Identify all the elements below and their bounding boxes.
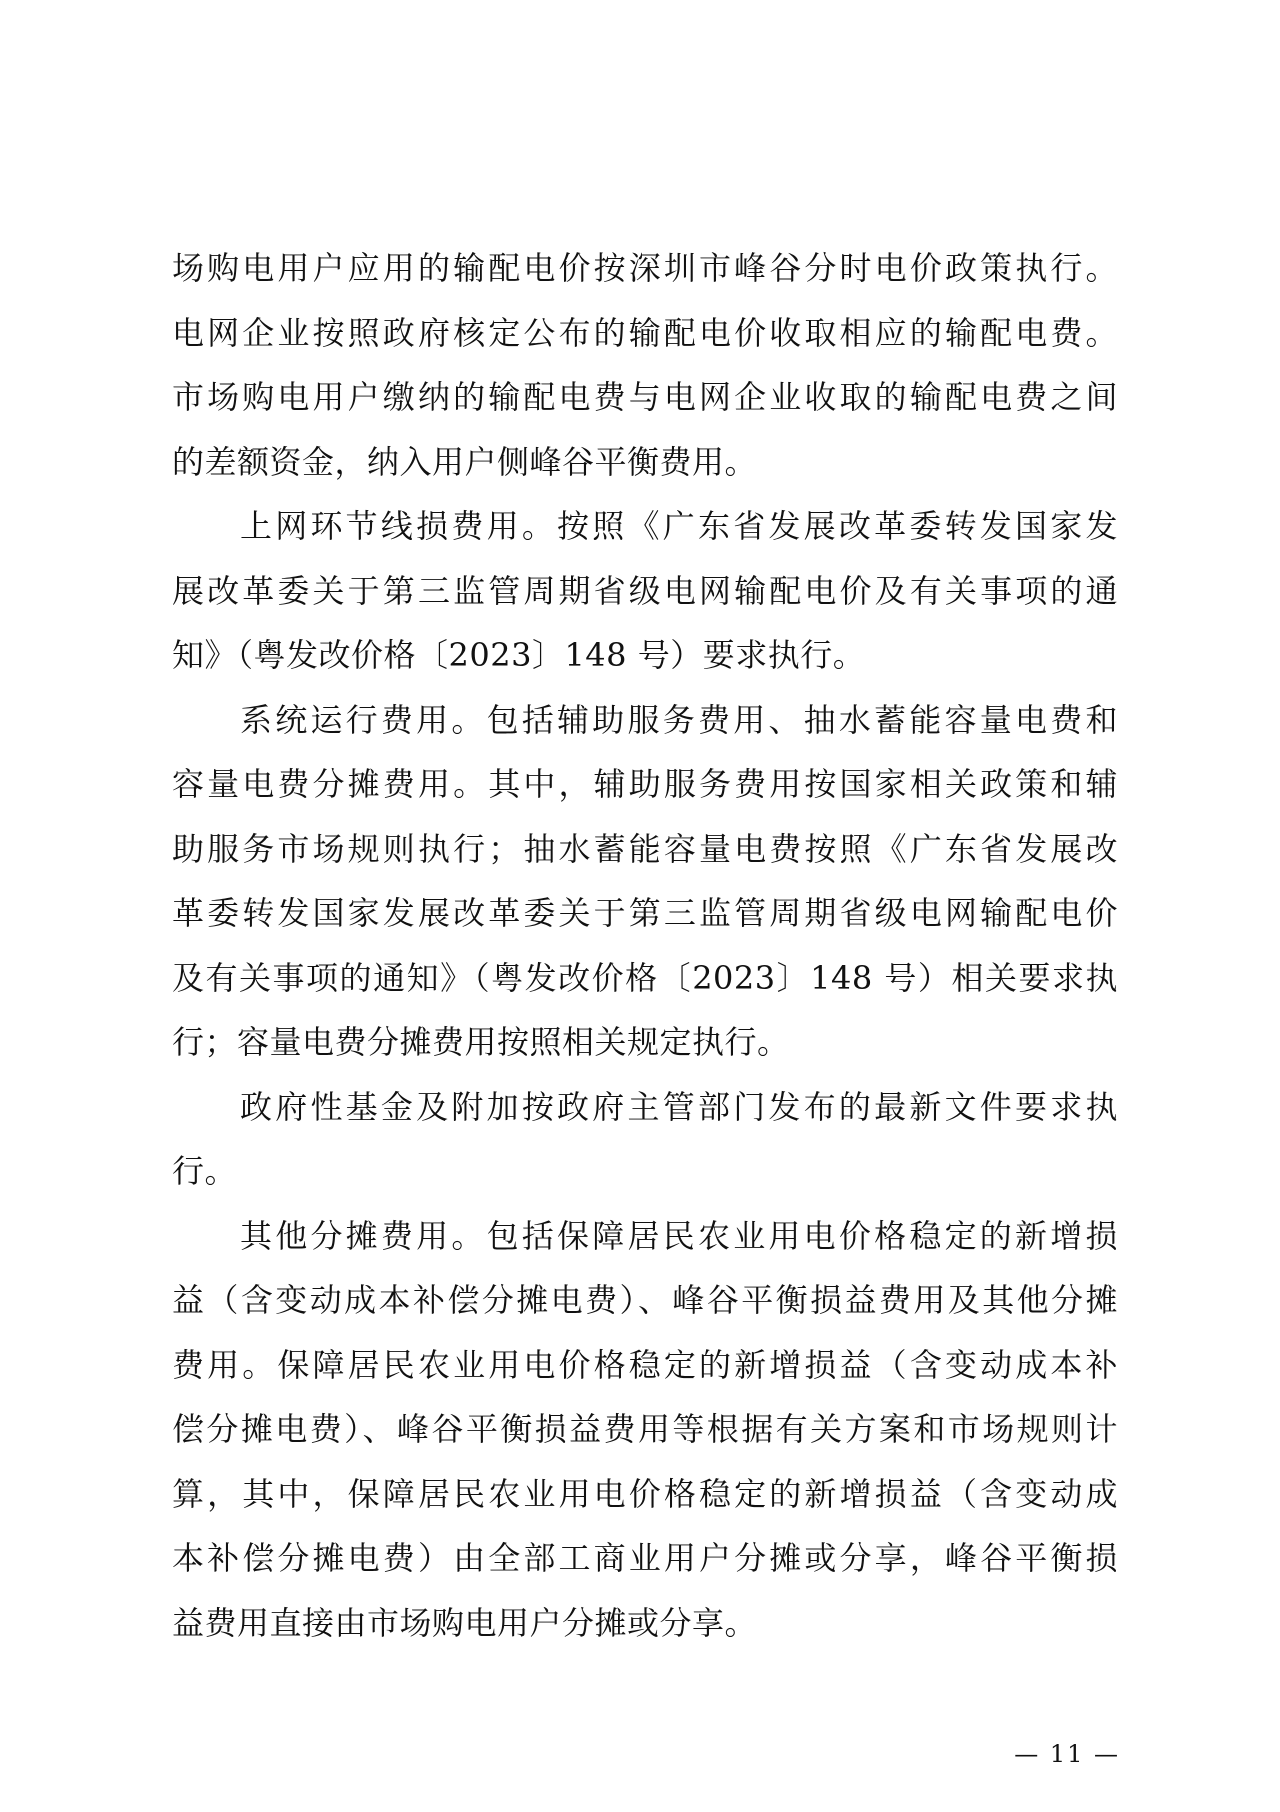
- text-line: 系统运行费用。包括辅助服务费用、抽水蓄能容量电费和: [240, 700, 1118, 739]
- text-line: 电网企业按照政府核定公布的输配电价收取相应的输配电费。: [172, 313, 1118, 352]
- text-line: 费用。保障居民农业用电价格稳定的新增损益（含变动成本补: [172, 1345, 1118, 1384]
- text-line: 偿分摊电费）、峰谷平衡损益费用等根据有关方案和市场规则计: [172, 1410, 1118, 1448]
- text-line: 市场购电用户缴纳的输配电费与电网企业收取的输配电费之间: [172, 378, 1118, 416]
- page-number: — 11 —: [1014, 1740, 1120, 1768]
- text-line: 上网环节线损费用。按照《广东省发展改革委转发国家发: [240, 507, 1118, 545]
- text-line: 其他分摊费用。包括保障居民农业用电价格稳定的新增损: [240, 1216, 1118, 1255]
- text-line: 助服务市场规则执行；抽水蓄能容量电费按照《广东省发展改: [172, 829, 1118, 868]
- text-line: 革委转发国家发展改革委关于第三监管周期省级电网输配电价: [172, 894, 1118, 932]
- text-line: 益费用直接由市场购电用户分摊或分享。: [172, 1603, 758, 1642]
- text-line: 益（含变动成本补偿分摊电费）、峰谷平衡损益费用及其他分摊: [172, 1281, 1118, 1319]
- text-line: 知》（粤发改价格〔2023〕148 号）要求执行。: [172, 636, 866, 674]
- body-text: [172, 236, 1118, 1655]
- text-line: 容量电费分摊费用。其中，辅助服务费用按国家相关政策和辅: [172, 765, 1118, 803]
- text-line: 的差额资金，纳入用户侧峰谷平衡费用。: [172, 442, 758, 481]
- text-line: 本补偿分摊电费）由全部工商业用户分摊或分享，峰谷平衡损: [172, 1539, 1118, 1577]
- text-line: 行。: [172, 1152, 238, 1190]
- text-line: 算，其中，保障居民农业用电价格稳定的新增损益（含变动成: [172, 1474, 1118, 1513]
- text-line: 行；容量电费分摊费用按照相关规定执行。: [172, 1023, 790, 1061]
- text-line: 展改革委关于第三监管周期省级电网输配电价及有关事项的通: [172, 571, 1118, 610]
- text-line: 及有关事项的通知》（粤发改价格〔2023〕148 号）相关要求执: [172, 958, 1118, 997]
- text-line: 政府性基金及附加按政府主管部门发布的最新文件要求执: [240, 1087, 1118, 1126]
- text-line: 场购电用户应用的输配电价按深圳市峰谷分时电价政策执行。: [172, 249, 1118, 287]
